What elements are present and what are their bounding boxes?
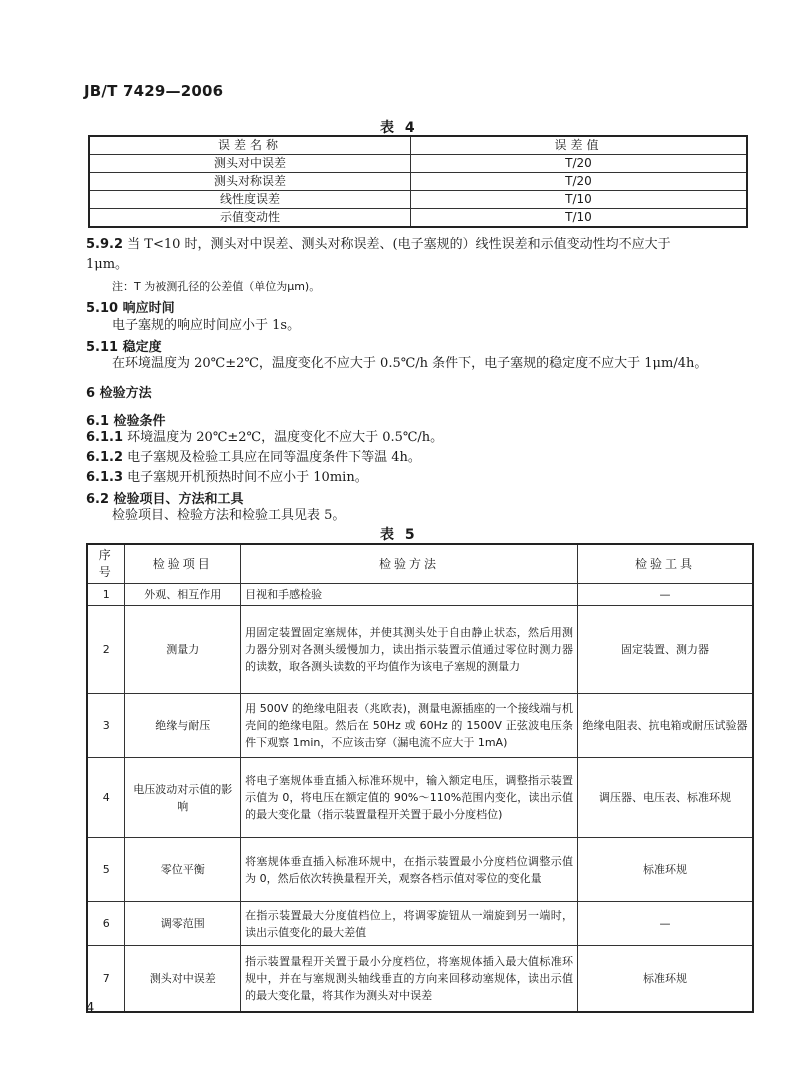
table-cell: 标准环规 xyxy=(578,838,753,902)
table-header-cell: 检验项目 xyxy=(125,544,241,584)
table-header-row xyxy=(89,136,747,155)
table-row xyxy=(87,584,753,606)
table-cell: T/20 xyxy=(411,173,748,191)
table-cell: 2 xyxy=(87,606,125,694)
table-cell: 指示装置量程开关置于最小分度档位，将塞规体插入最大值标准环规中，并在与塞规测头轴线垂直的方向来回移动塞规体，读出示值的最大变化量，将其作为测头对中误差 xyxy=(241,946,578,1012)
table-row xyxy=(89,155,747,173)
table-cell: 6 xyxy=(87,902,125,946)
clause-text: 电子塞规及检验工具应在同等温度条件下等温 4h。 xyxy=(127,450,421,465)
table-cell: 调零范围 xyxy=(125,902,241,946)
table-cell: 将电子塞规体垂直插入标准环规中，输入额定电压，调整指示装置示值为 0，将电压在额定值的 90%～110%范围内变化，读出示值的最大变化量（指示装置量程开关置于最小分度档位) xyxy=(241,758,578,838)
table-cell: T/10 xyxy=(411,191,748,209)
table-row xyxy=(87,946,753,1012)
table-cell: 3 xyxy=(87,694,125,758)
clause-5-9-2 xyxy=(86,235,671,254)
note: 注：T 为被测孔径的公差值（单位为μm)。 xyxy=(112,280,321,293)
table-cell: — xyxy=(578,584,753,606)
table-cell: T/20 xyxy=(411,155,748,173)
table-cell: 测量力 xyxy=(125,606,241,694)
clause-5-11-text: 在环境温度为 20℃±2℃，温度变化不应大于 0.5℃/h 条件下，电子塞规的稳定度不应大于 1μm/4h。 xyxy=(112,356,708,371)
table-cell: 测头对中误差 xyxy=(89,155,411,173)
heading-6: 6 检验方法 xyxy=(86,386,152,401)
table-cell: 目视和手感检验 xyxy=(241,584,578,606)
clause-text: 环境温度为 20℃±2℃，温度变化不应大于 0.5℃/h。 xyxy=(127,430,444,445)
standard-number: JB/T 7429—2006 xyxy=(84,82,224,100)
clause-6-2-text: 检验项目、检验方法和检验工具见表 5。 xyxy=(112,508,346,523)
clause-number: 6.1.2 xyxy=(86,450,124,465)
table-row xyxy=(87,606,753,694)
heading-6-2: 6.2 检验项目、方法和工具 xyxy=(86,492,244,507)
table-cell: 电压波动对示值的影响 xyxy=(125,758,241,838)
table-cell: 1 xyxy=(87,584,125,606)
table-row xyxy=(87,838,753,902)
table-cell: T/10 xyxy=(411,209,748,228)
table-cell: 4 xyxy=(87,758,125,838)
table-header-cell: 检验工具 xyxy=(578,544,753,584)
table-header-cell: 误差值 xyxy=(411,136,748,155)
table-header-row xyxy=(87,544,753,584)
table-cell: 外观、相互作用 xyxy=(125,584,241,606)
table-cell: 标准环规 xyxy=(578,946,753,1012)
table-cell: 零位平衡 xyxy=(125,838,241,902)
table-cell: 测头对中误差 xyxy=(125,946,241,1012)
clause-text: 当 T<10 时，测头对中误差、测头对称误差、(电子塞规的）线性误差和示值变动性均不应大于 xyxy=(127,237,671,252)
clause-number: 6.1.1 xyxy=(86,430,124,445)
heading-6-1: 6.1 检验条件 xyxy=(86,414,166,429)
table-header-cell: 序号 xyxy=(87,544,125,584)
table-cell: — xyxy=(578,902,753,946)
table-header-cell: 误差名称 xyxy=(89,136,411,155)
table-cell: 测头对称误差 xyxy=(89,173,411,191)
clause-6-1-2 xyxy=(86,448,421,467)
table-cell: 在指示装置最大分度值档位上，将调零旋钮从一端旋到另一端时，读出示值变化的最大差值 xyxy=(241,902,578,946)
table-cell: 线性度误差 xyxy=(89,191,411,209)
heading-5-10: 5.10 响应时间 xyxy=(86,301,175,316)
clause-text: 电子塞规开机预热时间不应小于 10min。 xyxy=(127,470,368,485)
table-cell: 示值变动性 xyxy=(89,209,411,228)
clause-5-10-text: 电子塞规的响应时间应小于 1s。 xyxy=(112,318,301,333)
table-cell: 7 xyxy=(87,946,125,1012)
table-5 xyxy=(86,543,754,1013)
heading-5-11: 5.11 稳定度 xyxy=(86,340,162,355)
table-row xyxy=(87,758,753,838)
table-row xyxy=(89,209,747,228)
clause-number: 5.9.2 xyxy=(86,237,124,252)
table-row xyxy=(87,694,753,758)
table-cell: 固定装置、测力器 xyxy=(578,606,753,694)
table-header-cell: 检验方法 xyxy=(241,544,578,584)
table-row xyxy=(89,191,747,209)
table4-caption: 表 4 xyxy=(380,120,418,136)
clause-6-1-3 xyxy=(86,468,368,487)
table-cell: 将塞规体垂直插入标准环规中，在指示装置最小分度档位调整示值为 0，然后依次转换量程开关，观察各档示值对零位的变化量 xyxy=(241,838,578,902)
clause-5-9-2-continuation: 1μm。 xyxy=(86,257,129,272)
clause-6-1-1 xyxy=(86,428,443,447)
table-cell: 绝缘电阻表、抗电箱或耐压试验器 xyxy=(578,694,753,758)
table-cell: 调压器、电压表、标准环规 xyxy=(578,758,753,838)
page-number: 4 xyxy=(86,1001,95,1016)
table-cell: 用固定装置固定塞规体，并使其测头处于自由静止状态，然后用测力器分别对各测头缓慢加力，读出指示装置示值通过零位时测力器的读数，取各测头读数的平均值作为该电子塞规的测量力 xyxy=(241,606,578,694)
table-cell: 5 xyxy=(87,838,125,902)
clause-number: 6.1.3 xyxy=(86,470,124,485)
table-cell: 绝缘与耐压 xyxy=(125,694,241,758)
table-cell: 用 500V 的绝缘电阻表（兆欧表)，测量电源插座的一个接线端与机壳间的绝缘电阻。然后在 50Hz 或 60Hz 的 1500V 正弦波电压条件下观察 1min，不应该击穿（漏电流不应大于 1mA) xyxy=(241,694,578,758)
table5-caption: 表 5 xyxy=(380,527,418,543)
table-row xyxy=(89,173,747,191)
table-4 xyxy=(88,135,748,228)
table-row xyxy=(87,902,753,946)
